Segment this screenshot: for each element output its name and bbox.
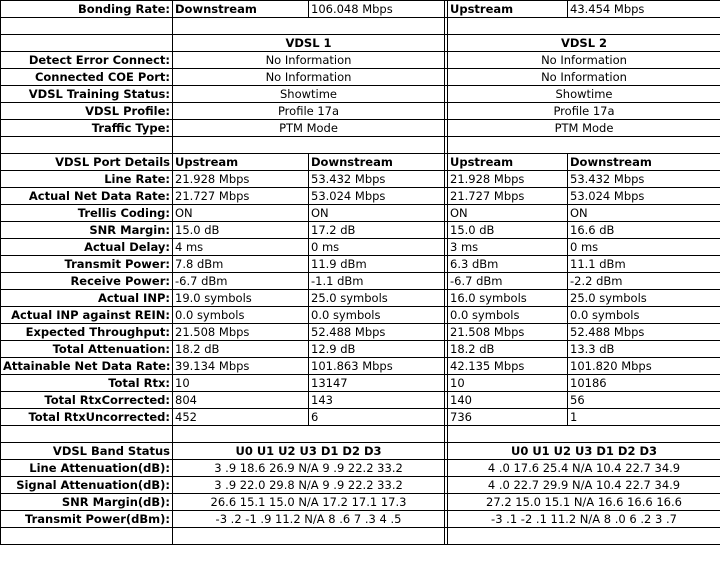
vdsl2-downstream-value: 101.820 Mbps [568,358,720,375]
band-status-row [1,511,720,528]
port-detail-row [1,307,720,324]
vdsl1-downstream-header: Downstream [309,154,445,171]
vdsl1-downstream-value: 0 ms [309,239,445,256]
vdsl2-downstream-value: 53.432 Mbps [568,171,720,188]
vdsl2-upstream-value: 16.0 symbols [448,290,568,307]
vdsl2-downstream-value: 53.024 Mbps [568,188,720,205]
vdsl2-upstream-value: 21.727 Mbps [448,188,568,205]
vdsl1-upstream-value: -6.7 dBm [173,273,309,290]
vdsl1-upstream-value: 21.727 Mbps [173,188,309,205]
vdsl1-upstream-value: 19.0 symbols [173,290,309,307]
vdsl2-upstream-value: 0.0 symbols [448,307,568,324]
vdsl1-downstream-value: 11.9 dBm [309,256,445,273]
port-detail-row [1,392,720,409]
vdsl2-info-value: No Information [448,52,720,69]
vdsl2-upstream-value: ON [448,205,568,222]
vdsl2-band-header: U0 U1 U2 U3 D1 D2 D3 [448,443,720,460]
spacer-row [1,18,720,35]
vdsl1-info-value: Profile 17a [173,103,445,120]
vdsl2-downstream-value: 25.0 symbols [568,290,720,307]
vdsl2-downstream-value: 0.0 symbols [568,307,720,324]
vdsl2-title: VDSL 2 [448,35,720,52]
vdsl2-upstream-value: 18.2 dB [448,341,568,358]
vdsl1-downstream-value: 13147 [309,375,445,392]
vdsl1-upstream-value: 21.508 Mbps [173,324,309,341]
port-detail-label: Total Attenuation: [1,341,173,358]
vdsl2-info-value: PTM Mode [448,120,720,137]
band-status-row-label: SNR Margin(dB): [1,494,173,511]
vdsl1-upstream-value: 804 [173,392,309,409]
port-detail-row [1,375,720,392]
vdsl2-info-value: Profile 17a [448,103,720,120]
port-detail-label: Attainable Net Data Rate: [1,358,173,375]
info-row [1,52,720,69]
info-row [1,120,720,137]
vdsl1-upstream-value: 4 ms [173,239,309,256]
port-detail-label: Actual INP: [1,290,173,307]
port-detail-row [1,188,720,205]
vdsl1-downstream-value: 53.432 Mbps [309,171,445,188]
vdsl2-upstream-value: 15.0 dB [448,222,568,239]
port-detail-row [1,205,720,222]
bonding-downstream-label: Downstream [173,1,309,18]
vdsl1-upstream-value: 18.2 dB [173,341,309,358]
vdsl1-downstream-value: 0.0 symbols [309,307,445,324]
vdsl1-downstream-value: ON [309,205,445,222]
port-detail-row [1,273,720,290]
port-details-label: VDSL Port Details [1,154,173,171]
port-detail-row [1,409,720,426]
line-titles-row [1,35,720,52]
vdsl2-downstream-value: 16.6 dB [568,222,720,239]
vdsl2-upstream-header: Upstream [448,154,568,171]
vdsl2-downstream-value: 13.3 dB [568,341,720,358]
vdsl1-upstream-value: 10 [173,375,309,392]
vdsl2-band-values: 27.2 15.0 15.1 N/A 16.6 16.6 16.6 [448,494,720,511]
port-detail-label: Transmit Power: [1,256,173,273]
band-status-row-label: Signal Attenuation(dB): [1,477,173,494]
vdsl2-downstream-value: 0 ms [568,239,720,256]
port-detail-label: Total RtxCorrected: [1,392,173,409]
vdsl1-downstream-value: 17.2 dB [309,222,445,239]
vdsl1-downstream-value: 143 [309,392,445,409]
vdsl2-upstream-value: 42.135 Mbps [448,358,568,375]
port-detail-row [1,290,720,307]
vdsl1-upstream-value: 452 [173,409,309,426]
vdsl2-upstream-value: 10 [448,375,568,392]
vdsl1-upstream-header: Upstream [173,154,309,171]
vdsl1-upstream-value: 21.928 Mbps [173,171,309,188]
bonding-rate-row [1,1,720,18]
port-detail-label: Total Rtx: [1,375,173,392]
vdsl2-upstream-value: 6.3 dBm [448,256,568,273]
vdsl1-info-value: No Information [173,52,445,69]
port-detail-row [1,341,720,358]
vdsl1-title: VDSL 1 [173,35,445,52]
vdsl1-band-values: 3 .9 18.6 26.9 N/A 9 .9 22.2 33.2 [173,460,445,477]
spacer-row [1,528,720,545]
info-label: Detect Error Connect: [1,52,173,69]
port-details-header-row [1,154,720,171]
vdsl1-downstream-value: 6 [309,409,445,426]
vdsl1-downstream-value: 101.863 Mbps [309,358,445,375]
port-detail-label: Receive Power: [1,273,173,290]
vdsl2-band-values: 4 .0 22.7 29.9 N/A 10.4 22.7 34.9 [448,477,720,494]
info-label: VDSL Profile: [1,103,173,120]
vdsl2-upstream-value: -6.7 dBm [448,273,568,290]
vdsl1-info-value: PTM Mode [173,120,445,137]
vdsl2-upstream-value: 21.508 Mbps [448,324,568,341]
vdsl2-info-value: Showtime [448,86,720,103]
vdsl2-info-value: No Information [448,69,720,86]
port-detail-row [1,324,720,341]
vdsl1-upstream-value: 7.8 dBm [173,256,309,273]
port-detail-row [1,239,720,256]
vdsl1-downstream-value: 53.024 Mbps [309,188,445,205]
bonding-upstream-label: Upstream [448,1,568,18]
vdsl2-downstream-value: 52.488 Mbps [568,324,720,341]
vdsl2-upstream-value: 21.928 Mbps [448,171,568,188]
port-detail-row [1,256,720,273]
vdsl2-downstream-value: -2.2 dBm [568,273,720,290]
vdsl2-upstream-value: 140 [448,392,568,409]
port-detail-label: Line Rate: [1,171,173,188]
band-status-header-row [1,443,720,460]
info-label: Connected COE Port: [1,69,173,86]
vdsl1-downstream-value: 25.0 symbols [309,290,445,307]
vdsl2-downstream-header: Downstream [568,154,720,171]
vdsl2-downstream-value: 56 [568,392,720,409]
port-detail-label: SNR Margin: [1,222,173,239]
band-status-row [1,477,720,494]
vdsl1-band-values: 3 .9 22.0 29.8 N/A 9 .9 22.2 33.2 [173,477,445,494]
vdsl1-upstream-value: 0.0 symbols [173,307,309,324]
band-status-row [1,494,720,511]
info-label: Traffic Type: [1,120,173,137]
info-row [1,103,720,120]
port-detail-row [1,222,720,239]
vdsl2-downstream-value: 1 [568,409,720,426]
vdsl1-downstream-value: -1.1 dBm [309,273,445,290]
vdsl2-upstream-value: 736 [448,409,568,426]
vdsl1-info-value: No Information [173,69,445,86]
vdsl1-upstream-value: 39.134 Mbps [173,358,309,375]
band-status-row [1,460,720,477]
port-detail-label: Trellis Coding: [1,205,173,222]
vdsl1-info-value: Showtime [173,86,445,103]
port-detail-label: Actual Net Data Rate: [1,188,173,205]
bonding-upstream-value: 43.454 Mbps [568,1,720,18]
port-detail-label: Expected Throughput: [1,324,173,341]
vdsl1-band-values: 26.6 15.1 15.0 N/A 17.2 17.1 17.3 [173,494,445,511]
vdsl1-band-values: -3 .2 -1 .9 11.2 N/A 8 .6 7 .3 4 .5 [173,511,445,528]
vdsl1-upstream-value: ON [173,205,309,222]
vdsl1-band-header: U0 U1 U2 U3 D1 D2 D3 [173,443,445,460]
port-detail-label: Actual INP against REIN: [1,307,173,324]
band-status-label: VDSL Band Status [1,443,173,460]
band-status-row-label: Transmit Power(dBm): [1,511,173,528]
info-row [1,69,720,86]
port-detail-label: Actual Delay: [1,239,173,256]
vdsl1-downstream-value: 52.488 Mbps [309,324,445,341]
vdsl2-band-values: -3 .1 -2 .1 11.2 N/A 8 .0 6 .2 3 .7 [448,511,720,528]
port-detail-label: Total RtxUncorrected: [1,409,173,426]
band-status-row-label: Line Attenuation(dB): [1,460,173,477]
port-detail-row [1,358,720,375]
vdsl2-upstream-value: 3 ms [448,239,568,256]
spacer-row [1,426,720,443]
vdsl2-downstream-value: 11.1 dBm [568,256,720,273]
vdsl1-upstream-value: 15.0 dB [173,222,309,239]
vdsl2-downstream-value: 10186 [568,375,720,392]
vdsl1-downstream-value: 12.9 dB [309,341,445,358]
bonding-rate-label: Bonding Rate: [1,1,173,18]
vdsl2-downstream-value: ON [568,205,720,222]
bonding-downstream-value: 106.048 Mbps [309,1,445,18]
spacer-row [1,137,720,154]
info-label: VDSL Training Status: [1,86,173,103]
port-detail-row [1,171,720,188]
info-row [1,86,720,103]
vdsl2-band-values: 4 .0 17.6 25.4 N/A 10.4 22.7 34.9 [448,460,720,477]
